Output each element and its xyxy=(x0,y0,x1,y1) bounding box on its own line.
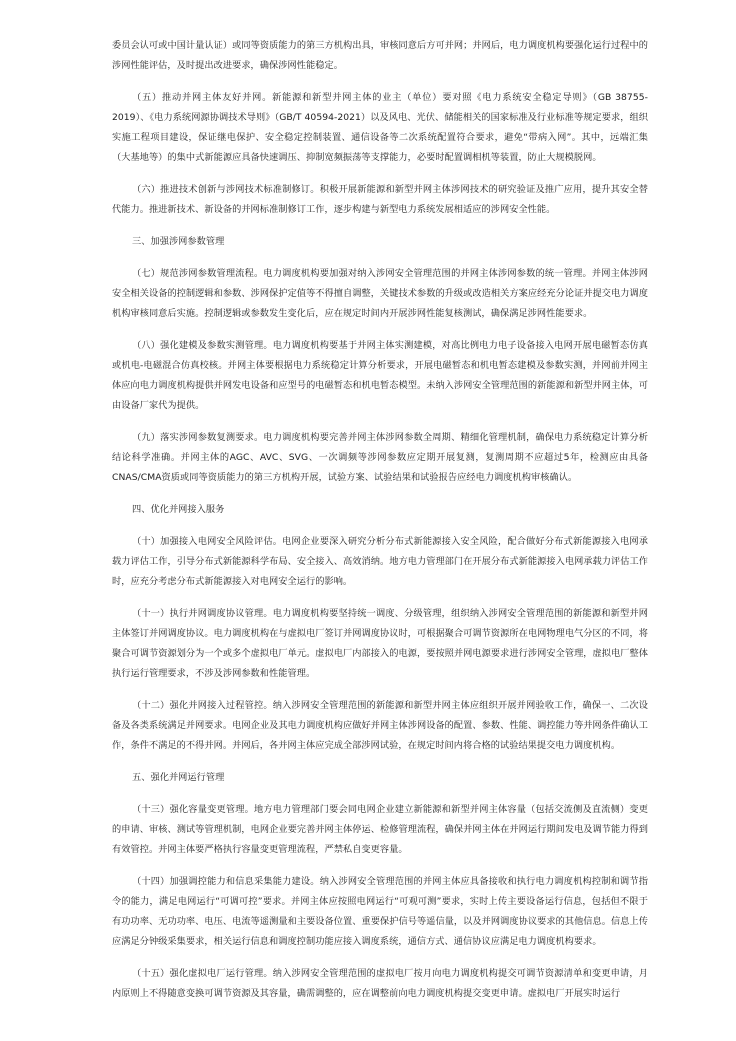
paragraph-item-7: （七）规范涉网参数管理流程。电力调度机构要加强对纳入涉网安全管理范围的并网主体涉网参数的统一管理。并网主体涉网安全相关设备的控制逻辑和参数、涉网保护定值等不得擅自调整，关键技术参数的升级或改造相关方案应经充分论证并提交电力调度机构审核同意后实施。控制逻辑或参数发生变化后，应在规定时间内开展涉网性能复核测试，确保满足涉网性能要求。 xyxy=(112,268,648,319)
paragraph-item-12: （十二）强化并网接入过程管控。纳入涉网安全管理范围的新能源和新型并网主体应组织开展并网验收工作，确保一、二次设备及各类系统满足并网要求。电网企业及其电力调度机构应做好并网主体涉网设备的配置、参数、性能、调控能力等并网条件确认工作，条件不满足的不得并网。并网后，各并网主体应完成全部涉网试验，在规定时间内将合格的试验结果提交电力调度机构。 xyxy=(112,700,648,751)
section-heading-3: 三、加强涉网参数管理 xyxy=(132,236,225,247)
paragraph-item-11: （十一）执行并网调度协议管理。电力调度机构要坚持统一调度、分级管理，组织纳入涉网安全管理范围的新能源和新型并网主体签订并网调度协议。电力调度机构在与虚拟电厂签订并网调度协议时，可根据聚合可调节资源所在电网物理电气分区的不同，将聚合可调节资源划分为一个或多个虚拟电厂单元。虚拟电厂内部接入的电源，要按照并网电源要求进行涉网安全管理，虚拟电厂整体执行运行管理要求，不涉及涉网参数和性能管理。 xyxy=(112,608,648,679)
paragraph-item-9: （九）落实涉网参数复测要求。电力调度机构要完善并网主体涉网参数全周期、精细化管理机制，确保电力系统稳定计算分析结论科学准确。并网主体的AGC、AVC、SVG、一次调频等涉网参数应定期开展复测，复测周期不应超过5年，检测应由具备CNAS/CMA资质或同等资质能力的第三方机构开展，试验方案、试验结果和试验报告应经电力调度机构审核确认。 xyxy=(112,432,648,483)
paragraph-item-13: （十三）强化容量变更管理。地方电力管理部门要会同电网企业建立新能源和新型并网主体容量（包括交流侧及直流侧）变更的申请、审核、测试等管理机制，电网企业要完善并网主体停运、检修管理流程，确保并网主体在并网运行期间发电及调节能力得到有效管控。并网主体要严格执行容量变更管理流程，严禁私自变更容量。 xyxy=(112,804,648,855)
paragraph-item-15: （十五）强化虚拟电厂运行管理。纳入涉网安全管理范围的虚拟电厂按月向电力调度机构提交可调节资源清单和变更申请，月内原则上不得随意变换可调节资源及其容量，确需调整的，应在调整前向电力调度机构提交变更申请。虚拟电厂开展实时运行 xyxy=(112,968,648,999)
paragraph-item-5: （五）推动并网主体友好并网。新能源和新型并网主体的业主（单位）要对照《电力系统安全稳定导则》（GB 38755-2019）、《电力系统网源协调技术导则》（GB/T 40594-2021）以及风电、光伏、储能相关的国家标准及行业标准等规定要求，组织实施工程项目建设，保证继电保护、安全稳定控制装置、通信设备等二次系统配置符合要求，避免“带病入网”。其中，远端汇集（大基地等）的集中式新能源应具备快速调压、抑制宽频振荡等支撑能力，必要时配置调相机等装置，防止大规模脱网。 xyxy=(112,92,648,163)
paragraph-item-8: （八）强化建模及参数实测管理。电力调度机构要基于并网主体实测建模，对高比例电力电子设备接入电网开展电磁暂态仿真或机电-电磁混合仿真校核。并网主体要根据电力系统稳定计算分析要求，开展电磁暂态和机电暂态建模及参数实测，并网前并网主体应向电力调度机构提供并网发电设备和应型号的电磁暂态和机电暂态模型。未纳入涉网安全管理范围的新能源和新型并网主体，可由设备厂家代为提供。 xyxy=(112,340,648,411)
paragraph-item-10: （十）加强接入电网安全风险评估。电网企业要深入研究分析分布式新能源接入安全风险，配合做好分布式新能源接入电网承载力评估工作，引导分布式新能源科学布局、安全接入、高效消纳。地方电力管理部门在开展分布式新能源接入电网承载力评估工作时，应充分考虑分布式新能源接入对电网安全运行的影响。 xyxy=(112,536,648,587)
paragraph-item-6: （六）推进技术创新与涉网技术标准制修订。积极开展新能源和新型并网主体涉网技术的研究验证及推广应用，提升其安全替代能力。推进新技术、新设备的并网标准制修订工作，逐步构建与新型电力系统发展相适应的涉网安全性能。 xyxy=(112,184,648,215)
section-heading-5: 五、强化并网运行管理 xyxy=(132,772,225,783)
paragraph-item-14: （十四）加强调控能力和信息采集能力建设。纳入涉网安全管理范围的并网主体应具备接收和执行电力调度机构控制和调节指令的能力，满足电网运行“可调可控”要求。并网主体应按照电网运行“可观可测”要求，实时上传主要设备运行信息，包括但不限于有功功率、无功功率、电压、电流等遥测量和主要设备位置、重要保护信号等遥信量，以及并网调度协议要求的其他信息。信息上传应满足分钟级采集要求，相关运行信息和调度控制功能应接入调度系统，通信方式、通信协议应满足电力调度机构要求。 xyxy=(112,876,648,947)
paragraph-continuation: 委员会认可或中国计量认证）或同等资质能力的第三方机构出具，审核同意后方可并网；并网后，电力调度机构要强化运行过程中的涉网性能评估，及时提出改进要求，确保涉网性能稳定。 xyxy=(112,40,648,71)
section-heading-4: 四、优化并网接入服务 xyxy=(132,504,225,515)
